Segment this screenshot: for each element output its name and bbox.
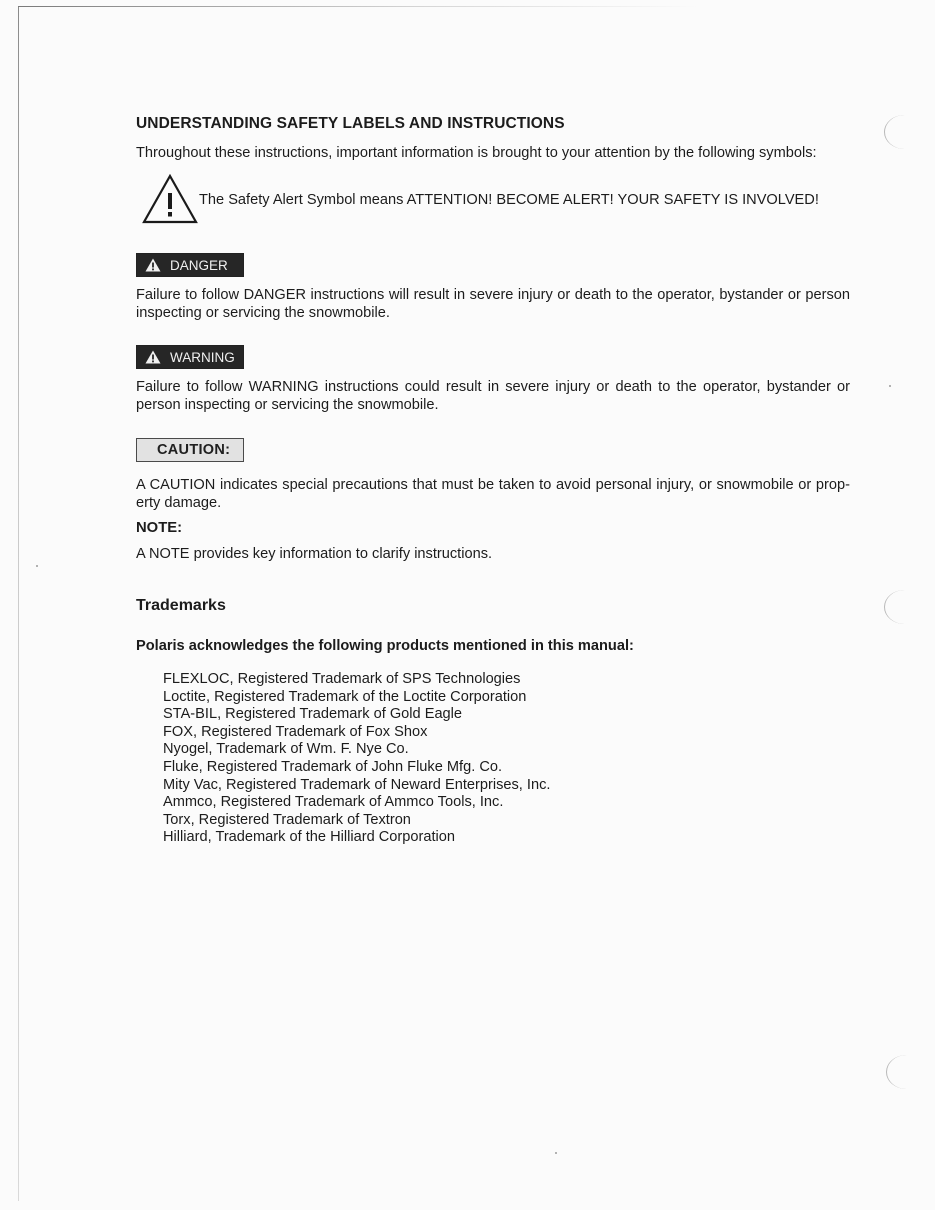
safety-alert-row: [142, 174, 862, 224]
trademarks-heading: Trademarks: [136, 597, 226, 614]
list-item: Hilliard, Trademark of the Hilliard Corporation: [163, 829, 455, 846]
scan-speck: [889, 385, 891, 387]
list-item: Loctite, Registered Trademark of the Loctite Corporation: [163, 688, 527, 705]
list-item: Torx, Registered Trademark of Textron: [163, 811, 411, 828]
section-title: UNDERSTANDING SAFETY LABELS AND INSTRUCTIONS: [136, 115, 565, 132]
list-item: Ammco, Registered Trademark of Ammco Tools, Inc.: [163, 794, 504, 811]
note-text: A NOTE provides key information to clarify instructions.: [136, 546, 493, 562]
caution-description: A CAUTION indicates special precautions that must be taken to avoid personal injury, or snowmobile or prop- erty damage.: [136, 477, 850, 511]
list-item: Nyogel, Trademark of Wm. F. Nye Co.: [163, 741, 409, 758]
scan-edge-left: [18, 6, 19, 1201]
warning-label-text: WARNING: [170, 349, 235, 365]
danger-description: Failure to follow DANGER instructions will result in severe injury or death to the operator, bystander or person inspecting or servicing the snowmobile.: [136, 287, 850, 321]
list-item: FOX, Registered Trademark of Fox Shox: [163, 723, 428, 740]
list-item: STA-BIL, Registered Trademark of Gold Eagle: [163, 706, 463, 723]
punch-hole-top: [884, 115, 925, 149]
punch-hole-bottom: [886, 1055, 927, 1089]
note-heading: NOTE:: [136, 520, 183, 536]
safety-alert-triangle-icon: [142, 174, 198, 224]
trademark-list: [163, 671, 550, 847]
warning-triangle-icon: [145, 350, 161, 364]
punch-hole-middle: [884, 590, 925, 624]
list-item: Mity Vac, Registered Trademark of Neward Enterprises, Inc.: [163, 776, 551, 793]
caution-label-text: CAUTION:: [157, 442, 231, 458]
caution-label: [136, 438, 244, 462]
danger-label: [136, 253, 244, 277]
safety-alert-text: The Safety Alert Symbol means ATTENTION! BECOME ALERT! YOUR SAFETY IS INVOLVED!: [199, 192, 819, 208]
trademarks-subheading: Polaris acknowledges the following products mentioned in this manual:: [136, 638, 634, 654]
scan-speck: [555, 1152, 557, 1154]
warning-description: Failure to follow WARNING instructions could result in severe injury or death to the operator, bystander or person inspecting or servicing the snowmobile.: [136, 379, 850, 413]
intro-text: Throughout these instructions, important information is brought to your attention by the following symbols:: [136, 145, 817, 161]
warning-triangle-icon: [145, 258, 161, 272]
warning-label: [136, 345, 244, 369]
list-item: Fluke, Registered Trademark of John Fluke Mfg. Co.: [163, 758, 503, 775]
list-item: FLEXLOC, Registered Trademark of SPS Technologies: [163, 671, 521, 687]
scan-edge-top: [18, 6, 698, 7]
scan-speck: [36, 565, 38, 567]
danger-label-text: DANGER: [170, 257, 228, 273]
